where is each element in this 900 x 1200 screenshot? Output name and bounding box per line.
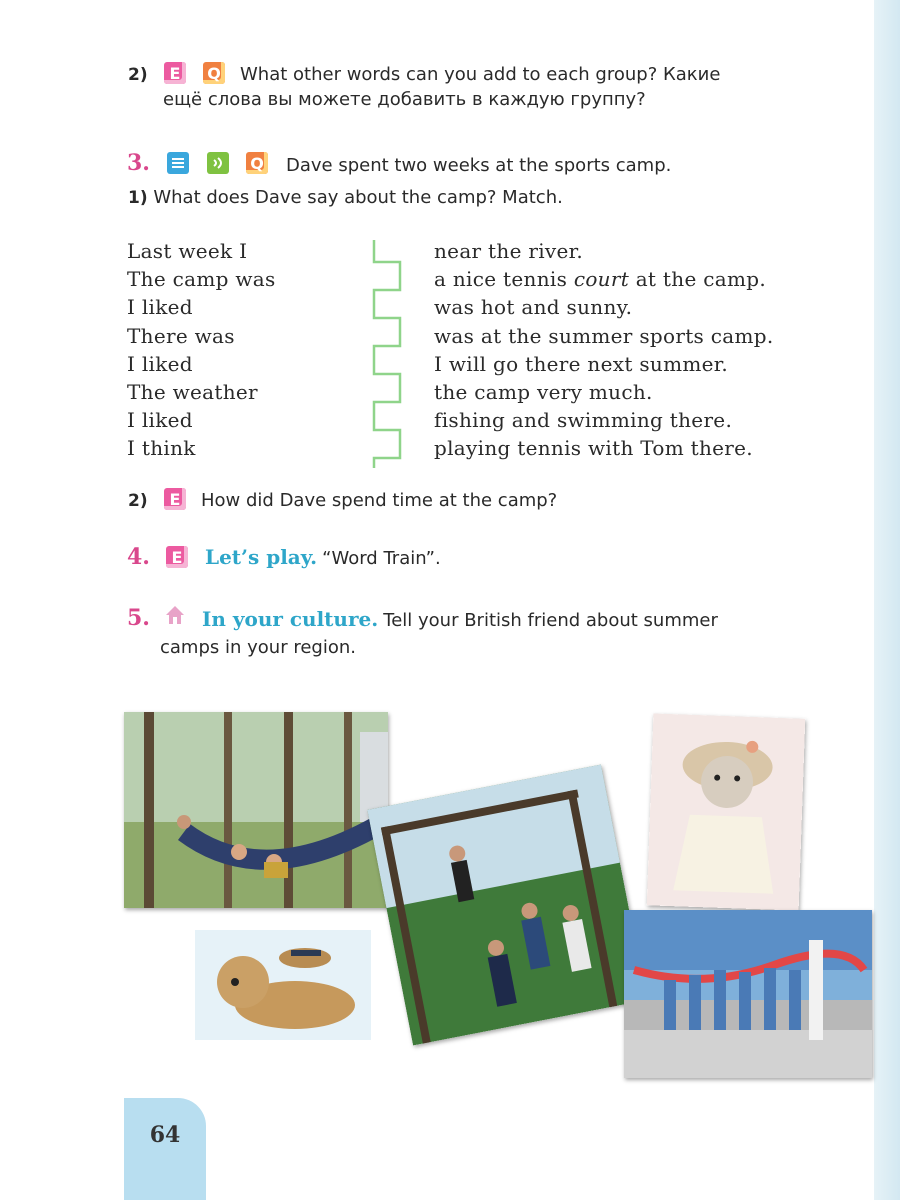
- home-icon: [164, 604, 186, 626]
- ex3-q2-text: How did Dave spend time at the camp?: [201, 490, 558, 511]
- match-left-item: Last week I: [127, 239, 248, 263]
- match-right-item: a nice tennis court at the camp.: [434, 267, 766, 292]
- ex2-text-line1: [240, 64, 720, 85]
- ex2-item-number: 2): [128, 65, 148, 85]
- ex3-q2-number: 2): [128, 491, 148, 511]
- ex3-q2: [128, 490, 148, 511]
- match-right-item: I will go there next summer.: [434, 351, 729, 376]
- speaking-icon: E: [164, 62, 186, 84]
- match-left-column: [127, 237, 276, 463]
- listening-icon: [207, 152, 229, 174]
- ex5-line1: [202, 607, 718, 631]
- ex4-line: [205, 545, 441, 569]
- ex4-title: Let’s play.: [205, 545, 318, 569]
- ex5-text-1: Tell your British friend about summer: [383, 610, 718, 631]
- photo-beach-group: [624, 910, 872, 1078]
- speaking-icon: E: [166, 546, 188, 568]
- match-right-item: fishing and swimming there.: [434, 408, 733, 433]
- ex4-number: 4.: [127, 544, 150, 570]
- photo-hammocks: [124, 712, 388, 908]
- matching-bracket: [366, 238, 408, 470]
- match-left-item: I liked: [127, 295, 193, 320]
- ex2-item: [128, 64, 148, 85]
- ex3-q1-number: 1): [128, 188, 148, 208]
- writing-icon: Q: [246, 152, 268, 174]
- match-left-item: I liked: [127, 351, 193, 376]
- ex3-number: 3.: [127, 150, 150, 176]
- writing-icon: Q: [203, 62, 225, 84]
- page-edge-band: [874, 0, 900, 1200]
- match-right-item: was at the summer sports camp.: [434, 323, 774, 348]
- match-right-item: playing tennis with Tom there.: [434, 436, 753, 461]
- photo-toy-dog: [195, 930, 371, 1040]
- match-right-item: the camp very much.: [434, 380, 653, 405]
- ex2-text-ru-2: ещё слова вы можете добавить в каждую группу?: [163, 89, 646, 110]
- page-number: 64: [149, 1122, 181, 1148]
- match-left-item: I liked: [127, 408, 193, 433]
- ex2-text-en: What other words can you add to each group?: [240, 64, 658, 85]
- ex4-text: “Word Train”.: [322, 548, 441, 569]
- ex3-q1: [128, 187, 563, 208]
- photo-climbing: [367, 764, 646, 1045]
- match-left-item: There was: [127, 323, 235, 348]
- reading-icon: [167, 152, 189, 174]
- ex5-text-2: camps in your region.: [160, 637, 356, 658]
- ex3-title: Dave spent two weeks at the sports camp.: [286, 155, 672, 176]
- match-right-column: [434, 237, 774, 463]
- ex2-text-ru-1: Какие: [662, 64, 721, 85]
- match-right-item: near the river.: [434, 239, 583, 263]
- ex3-q1-text: What does Dave say about the camp? Match.: [153, 187, 563, 208]
- match-left-item: The camp was: [127, 267, 276, 292]
- page-number-tab: [124, 1098, 206, 1200]
- ex5-title: In your culture.: [202, 607, 379, 631]
- ex5-number: 5.: [127, 605, 150, 631]
- match-right-item: was hot and sunny.: [434, 295, 633, 320]
- match-left-item: The weather: [127, 380, 258, 405]
- speaking-icon: E: [164, 488, 186, 510]
- match-left-item: I think: [127, 436, 196, 461]
- photo-teddy-bear: [647, 713, 806, 910]
